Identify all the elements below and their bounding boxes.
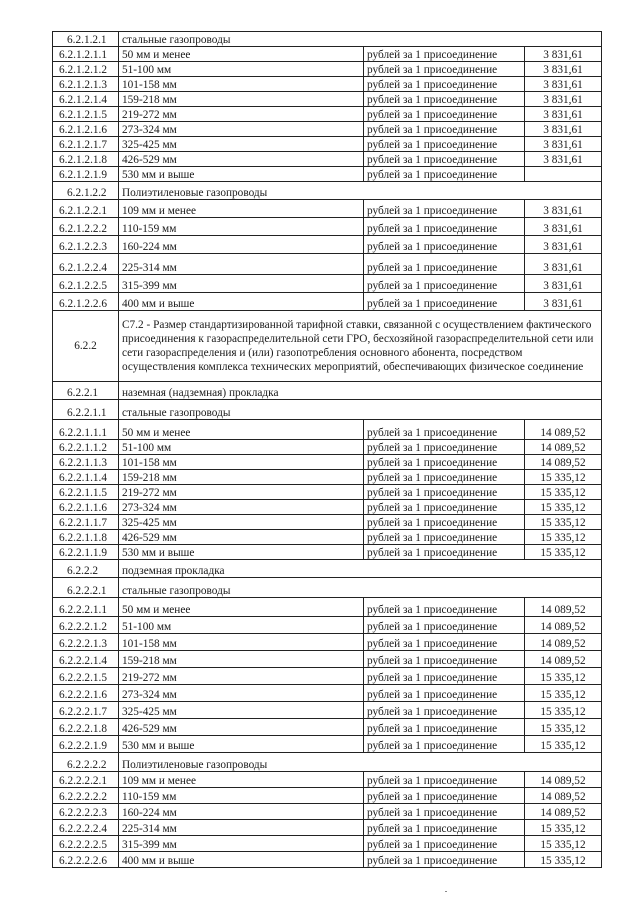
tariff-value: 3 831,61 bbox=[525, 254, 602, 275]
tariff-value: 3 831,61 bbox=[525, 200, 602, 218]
tariff-row bbox=[53, 515, 602, 530]
tariff-value: 3 831,61 bbox=[525, 47, 602, 62]
unit-label: рублей за 1 присоединение bbox=[364, 852, 525, 868]
tariff-value: 3 831,61 bbox=[525, 152, 602, 167]
unit-label: рублей за 1 присоединение bbox=[364, 820, 525, 836]
section-c72 bbox=[53, 311, 602, 382]
pipe-diameter: 101-158 мм bbox=[119, 634, 364, 651]
pipe-diameter: 50 мм и менее bbox=[119, 598, 364, 617]
pipe-diameter: 530 мм и выше bbox=[119, 736, 364, 753]
row-code: 6.2.1.2.1.2 bbox=[53, 62, 119, 77]
tariff-value: 15 335,12 bbox=[525, 470, 602, 485]
pipe-diameter: 109 мм и менее bbox=[119, 772, 364, 788]
tariff-row bbox=[53, 485, 602, 500]
tariff-value: 15 335,12 bbox=[525, 852, 602, 868]
tariff-value: 14 089,52 bbox=[525, 598, 602, 617]
unit-label: рублей за 1 присоединение bbox=[364, 702, 525, 719]
unit-label: рублей за 1 присоединение bbox=[364, 152, 525, 167]
row-code: 6.2.1.2.1.3 bbox=[53, 77, 119, 92]
tariff-value: 3 831,61 bbox=[525, 293, 602, 311]
pipe-diameter: 530 мм и выше bbox=[119, 545, 364, 560]
tariff-row bbox=[53, 62, 602, 77]
pipe-diameter: 219-272 мм bbox=[119, 668, 364, 685]
group-header-row bbox=[53, 753, 602, 772]
tariff-value: 15 335,12 bbox=[525, 719, 602, 736]
unit-label: рублей за 1 присоединение bbox=[364, 668, 525, 685]
tariff-table bbox=[52, 31, 602, 868]
tariff-row bbox=[53, 470, 602, 485]
unit-label: рублей за 1 присоединение bbox=[364, 736, 525, 753]
group-title: Полиэтиленовые газопроводы bbox=[119, 753, 602, 772]
tariff-value: 15 335,12 bbox=[525, 500, 602, 515]
tariff-value: 3 831,61 bbox=[525, 77, 602, 92]
group-header-row bbox=[53, 32, 602, 47]
tariff-row bbox=[53, 122, 602, 137]
pipe-diameter: 400 мм и выше bbox=[119, 293, 364, 311]
unit-label: рублей за 1 присоединение bbox=[364, 788, 525, 804]
pipe-diameter: 225-314 мм bbox=[119, 820, 364, 836]
tariff-row bbox=[53, 804, 602, 820]
tariff-row bbox=[53, 836, 602, 852]
tariff-row bbox=[53, 617, 602, 634]
group-code: 6.2.2.2 bbox=[53, 560, 119, 578]
row-code: 6.2.1.2.2.6 bbox=[53, 293, 119, 311]
tariff-row bbox=[53, 651, 602, 668]
tariff-row bbox=[53, 500, 602, 515]
row-code: 6.2.2.2.1.5 bbox=[53, 668, 119, 685]
row-code: 6.2.2.1.1.4 bbox=[53, 470, 119, 485]
row-code: 6.2.2.1.1.9 bbox=[53, 545, 119, 560]
pipe-diameter: 101-158 мм bbox=[119, 77, 364, 92]
unit-label: рублей за 1 присоединение bbox=[364, 254, 525, 275]
group-header-row bbox=[53, 400, 602, 420]
tariff-row bbox=[53, 634, 602, 651]
unit-label: рублей за 1 присоединение bbox=[364, 47, 525, 62]
group-code: 6.2.1.2.2 bbox=[53, 182, 119, 200]
tariff-row bbox=[53, 47, 602, 62]
pipe-diameter: 426-529 мм bbox=[119, 530, 364, 545]
pipe-diameter: 273-324 мм bbox=[119, 685, 364, 702]
group-code: 6.2.2.2.2 bbox=[53, 753, 119, 772]
unit-label: рублей за 1 присоединение bbox=[364, 420, 525, 440]
group-title: стальные газопроводы bbox=[119, 400, 602, 420]
unit-label: рублей за 1 присоединение bbox=[364, 77, 525, 92]
unit-label: рублей за 1 присоединение bbox=[364, 545, 525, 560]
tariff-value: 15 335,12 bbox=[525, 485, 602, 500]
pipe-diameter: 426-529 мм bbox=[119, 719, 364, 736]
tariff-value: 15 335,12 bbox=[525, 685, 602, 702]
unit-label: рублей за 1 присоединение bbox=[364, 836, 525, 852]
tariff-value: 15 335,12 bbox=[525, 820, 602, 836]
row-code: 6.2.1.2.2.4 bbox=[53, 254, 119, 275]
row-code: 6.2.1.2.1.7 bbox=[53, 137, 119, 152]
pipe-diameter: 325-425 мм bbox=[119, 702, 364, 719]
pipe-diameter: 325-425 мм bbox=[119, 137, 364, 152]
tariff-row bbox=[53, 668, 602, 685]
pipe-diameter: 400 мм и выше bbox=[119, 852, 364, 868]
pipe-diameter: 225-314 мм bbox=[119, 254, 364, 275]
unit-label: рублей за 1 присоединение bbox=[364, 617, 525, 634]
row-code: 6.2.1.2.1.4 bbox=[53, 92, 119, 107]
row-code: 6.2.2.2.2.4 bbox=[53, 820, 119, 836]
scan-speck bbox=[445, 891, 447, 892]
pipe-diameter: 159-218 мм bbox=[119, 470, 364, 485]
group-title: Полиэтиленовые газопроводы bbox=[119, 182, 602, 200]
tariff-value: 14 089,52 bbox=[525, 455, 602, 470]
unit-label: рублей за 1 присоединение bbox=[364, 651, 525, 668]
pipe-diameter: 51-100 мм bbox=[119, 617, 364, 634]
section-description: С7.2 - Размер стандартизированной тарифной ставки, связанной с осуществлением фактического присоединения к газораспределительной сети ГРО, бесхозяйной газораспределительной сети или сети газораспределения и (или) газопотребления основного абонента, посредством осуществления комплекса технических мероприятий, обеспечивающих физическое соединение bbox=[119, 311, 602, 382]
tariff-row bbox=[53, 420, 602, 440]
row-code: 6.2.2.2.1.7 bbox=[53, 702, 119, 719]
tariff-row bbox=[53, 788, 602, 804]
tariff-row bbox=[53, 440, 602, 455]
tariff-value: 3 831,61 bbox=[525, 62, 602, 77]
pipe-diameter: 219-272 мм bbox=[119, 485, 364, 500]
row-code: 6.2.2.2.2.6 bbox=[53, 852, 119, 868]
row-code: 6.2.2.2.2.3 bbox=[53, 804, 119, 820]
tariff-value: 3 831,61 bbox=[525, 107, 602, 122]
tariff-value: 15 335,12 bbox=[525, 668, 602, 685]
tariff-row bbox=[53, 152, 602, 167]
tariff-row bbox=[53, 167, 602, 182]
tariff-value bbox=[525, 167, 602, 182]
row-code: 6.2.2.2.2.2 bbox=[53, 788, 119, 804]
tariff-value: 15 335,12 bbox=[525, 736, 602, 753]
row-code: 6.2.1.2.2.2 bbox=[53, 218, 119, 236]
tariff-value: 15 335,12 bbox=[525, 836, 602, 852]
pipe-diameter: 159-218 мм bbox=[119, 651, 364, 668]
unit-label: рублей за 1 присоединение bbox=[364, 137, 525, 152]
tariff-block-connection-points bbox=[53, 32, 602, 311]
tariff-row bbox=[53, 598, 602, 617]
pipe-diameter: 273-324 мм bbox=[119, 122, 364, 137]
tariff-row bbox=[53, 137, 602, 152]
row-code: 6.2.2.2.2.5 bbox=[53, 836, 119, 852]
unit-label: рублей за 1 присоединение bbox=[364, 275, 525, 293]
row-code: 6.2.2.1.1.1 bbox=[53, 420, 119, 440]
tariff-row bbox=[53, 254, 602, 275]
tariff-row bbox=[53, 820, 602, 836]
row-code: 6.2.2.2.1.1 bbox=[53, 598, 119, 617]
tariff-value: 14 089,52 bbox=[525, 788, 602, 804]
unit-label: рублей за 1 присоединение bbox=[364, 122, 525, 137]
pipe-diameter: 530 мм и выше bbox=[119, 167, 364, 182]
tariff-row bbox=[53, 702, 602, 719]
row-code: 6.2.1.2.1.1 bbox=[53, 47, 119, 62]
unit-label: рублей за 1 присоединение bbox=[364, 455, 525, 470]
pipe-diameter: 110-159 мм bbox=[119, 218, 364, 236]
group-header-row bbox=[53, 578, 602, 598]
pipe-diameter: 101-158 мм bbox=[119, 455, 364, 470]
tariff-value: 15 335,12 bbox=[525, 515, 602, 530]
unit-label: рублей за 1 присоединение bbox=[364, 200, 525, 218]
row-code: 6.2.2.2.1.3 bbox=[53, 634, 119, 651]
tariff-row bbox=[53, 530, 602, 545]
tariff-value: 14 089,52 bbox=[525, 634, 602, 651]
group-title: стальные газопроводы bbox=[119, 578, 602, 598]
group-header-row bbox=[53, 182, 602, 200]
unit-label: рублей за 1 присоединение bbox=[364, 293, 525, 311]
group-code: 6.2.2.2.1 bbox=[53, 578, 119, 598]
pipe-diameter: 109 мм и менее bbox=[119, 200, 364, 218]
row-code: 6.2.2.1.1.2 bbox=[53, 440, 119, 455]
tariff-row bbox=[53, 107, 602, 122]
group-title: стальные газопроводы bbox=[119, 32, 602, 47]
unit-label: рублей за 1 присоединение bbox=[364, 470, 525, 485]
pipe-diameter: 160-224 мм bbox=[119, 804, 364, 820]
tariff-row bbox=[53, 685, 602, 702]
group-code: 6.2.2.1 bbox=[53, 382, 119, 400]
tariff-value: 15 335,12 bbox=[525, 530, 602, 545]
unit-label: рублей за 1 присоединение bbox=[364, 440, 525, 455]
tariff-row bbox=[53, 200, 602, 218]
row-code: 6.2.1.2.2.3 bbox=[53, 236, 119, 254]
pipe-diameter: 159-218 мм bbox=[119, 92, 364, 107]
section-code: 6.2.2 bbox=[53, 311, 119, 382]
pipe-diameter: 315-399 мм bbox=[119, 836, 364, 852]
tariff-value: 3 831,61 bbox=[525, 137, 602, 152]
row-code: 6.2.1.2.1.5 bbox=[53, 107, 119, 122]
row-code: 6.2.1.2.1.6 bbox=[53, 122, 119, 137]
tariff-row bbox=[53, 719, 602, 736]
tariff-value: 14 089,52 bbox=[525, 440, 602, 455]
row-code: 6.2.1.2.1.8 bbox=[53, 152, 119, 167]
group-header-row bbox=[53, 382, 602, 400]
row-code: 6.2.1.2.2.5 bbox=[53, 275, 119, 293]
unit-label: рублей за 1 присоединение bbox=[364, 719, 525, 736]
tariff-value: 14 089,52 bbox=[525, 651, 602, 668]
pipe-diameter: 110-159 мм bbox=[119, 788, 364, 804]
pipe-diameter: 315-399 мм bbox=[119, 275, 364, 293]
unit-label: рублей за 1 присоединение bbox=[364, 107, 525, 122]
pipe-diameter: 160-224 мм bbox=[119, 236, 364, 254]
row-code: 6.2.2.2.1.9 bbox=[53, 736, 119, 753]
row-code: 6.2.2.2.1.4 bbox=[53, 651, 119, 668]
pipe-diameter: 51-100 мм bbox=[119, 62, 364, 77]
tariff-row bbox=[53, 545, 602, 560]
tariff-row bbox=[53, 77, 602, 92]
unit-label: рублей за 1 присоединение bbox=[364, 772, 525, 788]
group-title: наземная (надземная) прокладка bbox=[119, 382, 602, 400]
unit-label: рублей за 1 присоединение bbox=[364, 530, 525, 545]
tariff-value: 15 335,12 bbox=[525, 545, 602, 560]
tariff-value: 3 831,61 bbox=[525, 236, 602, 254]
tariff-value: 3 831,61 bbox=[525, 218, 602, 236]
tariff-row bbox=[53, 455, 602, 470]
row-code: 6.2.2.1.1.7 bbox=[53, 515, 119, 530]
unit-label: рублей за 1 присоединение bbox=[364, 485, 525, 500]
row-code: 6.2.2.2.1.8 bbox=[53, 719, 119, 736]
unit-label: рублей за 1 присоединение bbox=[364, 167, 525, 182]
pipe-diameter: 50 мм и менее bbox=[119, 47, 364, 62]
pipe-diameter: 273-324 мм bbox=[119, 500, 364, 515]
row-code: 6.2.2.2.1.6 bbox=[53, 685, 119, 702]
unit-label: рублей за 1 присоединение bbox=[364, 500, 525, 515]
tariff-value: 14 089,52 bbox=[525, 420, 602, 440]
tariff-value: 3 831,61 bbox=[525, 122, 602, 137]
pipe-diameter: 219-272 мм bbox=[119, 107, 364, 122]
group-title: подземная прокладка bbox=[119, 560, 602, 578]
tariff-value: 3 831,61 bbox=[525, 92, 602, 107]
pipe-diameter: 51-100 мм bbox=[119, 440, 364, 455]
tariff-row bbox=[53, 218, 602, 236]
section-row bbox=[53, 311, 602, 382]
tariff-row bbox=[53, 236, 602, 254]
tariff-row bbox=[53, 92, 602, 107]
tariff-block-physical-connection bbox=[53, 382, 602, 868]
pipe-diameter: 50 мм и менее bbox=[119, 420, 364, 440]
group-header-row bbox=[53, 560, 602, 578]
unit-label: рублей за 1 присоединение bbox=[364, 685, 525, 702]
tariff-row bbox=[53, 852, 602, 868]
pipe-diameter: 325-425 мм bbox=[119, 515, 364, 530]
unit-label: рублей за 1 присоединение bbox=[364, 634, 525, 651]
tariff-value: 14 089,52 bbox=[525, 772, 602, 788]
tariff-row bbox=[53, 772, 602, 788]
tariff-value: 14 089,52 bbox=[525, 617, 602, 634]
row-code: 6.2.2.2.2.1 bbox=[53, 772, 119, 788]
unit-label: рублей за 1 присоединение bbox=[364, 515, 525, 530]
tariff-value: 15 335,12 bbox=[525, 702, 602, 719]
tariff-row bbox=[53, 293, 602, 311]
row-code: 6.2.2.1.1.3 bbox=[53, 455, 119, 470]
row-code: 6.2.2.1.1.8 bbox=[53, 530, 119, 545]
unit-label: рублей за 1 присоединение bbox=[364, 598, 525, 617]
unit-label: рублей за 1 присоединение bbox=[364, 62, 525, 77]
unit-label: рублей за 1 присоединение bbox=[364, 218, 525, 236]
group-code: 6.2.2.1.1 bbox=[53, 400, 119, 420]
tariff-row bbox=[53, 736, 602, 753]
unit-label: рублей за 1 присоединение bbox=[364, 92, 525, 107]
unit-label: рублей за 1 присоединение bbox=[364, 236, 525, 254]
group-code: 6.2.1.2.1 bbox=[53, 32, 119, 47]
row-code: 6.2.1.2.1.9 bbox=[53, 167, 119, 182]
row-code: 6.2.2.2.1.2 bbox=[53, 617, 119, 634]
row-code: 6.2.1.2.2.1 bbox=[53, 200, 119, 218]
tariff-row bbox=[53, 275, 602, 293]
row-code: 6.2.2.1.1.6 bbox=[53, 500, 119, 515]
pipe-diameter: 426-529 мм bbox=[119, 152, 364, 167]
tariff-value: 14 089,52 bbox=[525, 804, 602, 820]
unit-label: рублей за 1 присоединение bbox=[364, 804, 525, 820]
row-code: 6.2.2.1.1.5 bbox=[53, 485, 119, 500]
tariff-value: 3 831,61 bbox=[525, 275, 602, 293]
